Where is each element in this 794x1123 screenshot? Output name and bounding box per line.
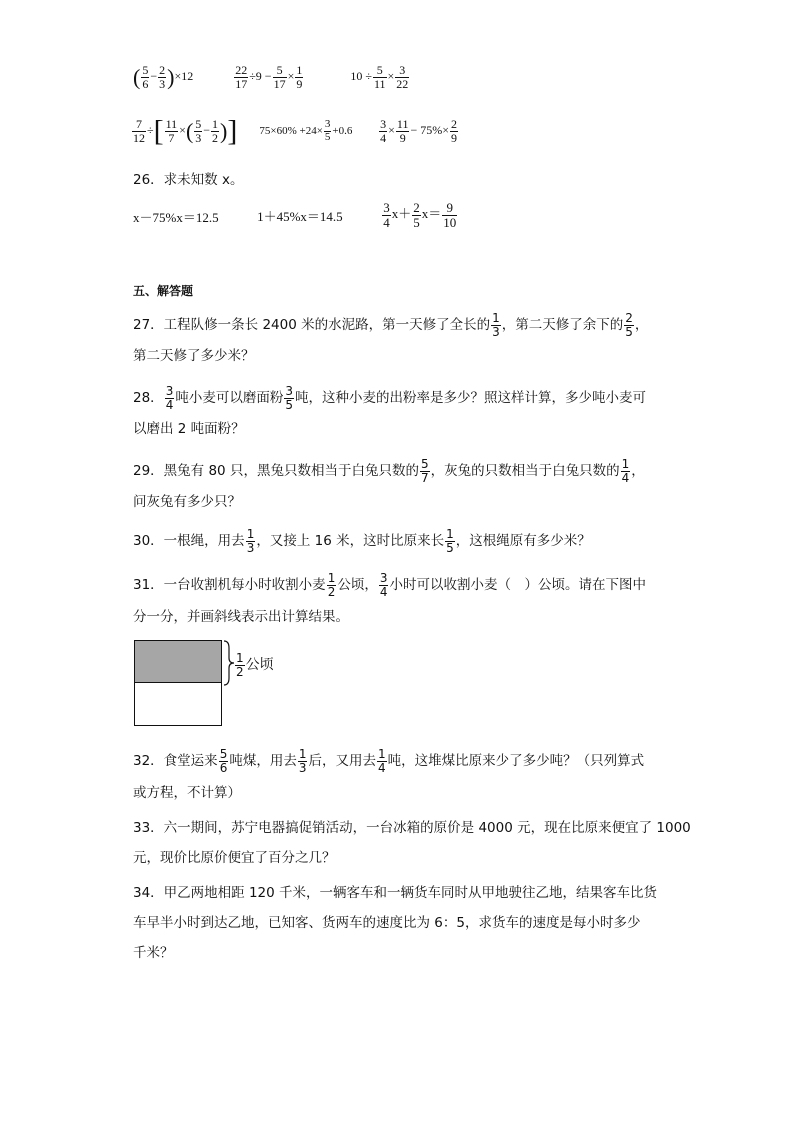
denominator: 3 — [492, 324, 500, 339]
denominator: 3 — [298, 760, 307, 775]
numerator: 1 — [296, 63, 303, 77]
denominator: 5 — [625, 324, 633, 339]
expr-1 — [131, 114, 240, 147]
fraction — [141, 64, 149, 90]
fraction — [412, 201, 421, 229]
fraction — [246, 528, 256, 554]
expr-1 — [133, 63, 196, 91]
paren-close: ) — [220, 118, 228, 143]
question-31-line-2: 分一分，并画斜线表示出计算结果。 — [133, 609, 349, 625]
question-30 — [133, 528, 591, 554]
times-sign: × — [387, 68, 395, 83]
question-26-title: 26．求未知数 x。 — [133, 172, 244, 188]
text-part: 公顷， — [337, 577, 378, 594]
denominator: 9 — [296, 76, 303, 91]
fraction — [132, 118, 146, 144]
question-28 — [133, 385, 646, 411]
denominator: 17 — [235, 76, 248, 91]
text-part: ，这根绳原有多少米？ — [455, 533, 591, 550]
bracket-close: ] — [227, 114, 238, 147]
section-heading: 五、解答题 — [133, 284, 194, 298]
fraction — [273, 64, 287, 90]
numerator: 1 — [298, 747, 307, 761]
expr-tail: ×12 — [174, 68, 194, 83]
fraction — [165, 118, 179, 144]
denominator: 12 — [133, 130, 145, 145]
question-27-line-2: 第二天修了多少米？ — [133, 348, 255, 364]
denominator: 22 — [396, 76, 409, 91]
question-33-line-2: 元，现价比原价便宜了百分之几？ — [133, 850, 336, 866]
numerator: 1 — [377, 747, 386, 761]
fraction — [211, 118, 219, 144]
fraction — [445, 528, 455, 554]
times-sign: × — [179, 122, 186, 137]
denominator: 9 — [451, 130, 457, 145]
text-part: ， — [634, 317, 649, 334]
numerator: 1 — [212, 116, 219, 131]
text-part: ，第二天修了余下的 — [501, 317, 624, 334]
denominator: 2 — [327, 584, 336, 599]
question-31 — [133, 572, 646, 598]
equation-2: 1＋45%x＝14.5 — [257, 208, 343, 224]
denominator: 9 — [399, 130, 406, 145]
denominator: 11 — [373, 76, 386, 91]
fraction — [442, 201, 457, 229]
denominator: 4 — [377, 760, 386, 775]
denominator: 4 — [165, 397, 174, 412]
fraction — [377, 748, 387, 774]
denominator: 17 — [273, 76, 286, 91]
question-27 — [133, 312, 648, 338]
fraction — [235, 652, 245, 678]
calc-row-1 — [133, 64, 410, 90]
numerator: 1 — [446, 527, 454, 541]
denominator: 4 — [380, 130, 387, 145]
text-part: 32．食堂运来 — [133, 753, 218, 770]
text-part: 小时可以收割小麦（ ）公顷。请在下图中 — [389, 577, 646, 594]
denominator: 5 — [446, 540, 454, 555]
fraction — [194, 118, 202, 144]
numerator: 2 — [413, 200, 420, 215]
denominator: 4 — [621, 470, 630, 485]
text-part: 27．工程队修一条长 2400 米的水泥路，第一天修了全长的 — [133, 317, 491, 334]
numerator: 3 — [383, 200, 390, 215]
question-29-line-2: 问灰兔有多少只？ — [133, 494, 241, 510]
numerator: 1 — [236, 651, 244, 665]
expr-mid: − 75%× — [410, 122, 449, 137]
fraction — [284, 385, 294, 411]
denominator: 3 — [159, 76, 166, 91]
expr-3 — [350, 63, 410, 91]
numerator: 3 — [380, 116, 387, 131]
text-part: 后，又用去 — [308, 753, 376, 770]
numerator: 5 — [420, 457, 429, 471]
denominator: 6 — [142, 76, 149, 91]
numerator: 3 — [379, 571, 388, 585]
numerator: 5 — [142, 63, 149, 77]
fraction — [298, 748, 308, 774]
numerator: 1 — [621, 457, 630, 471]
question-33-line-1: 33．六一期间，苏宁电器搞促销活动，一台冰箱的原价是 4000 元，现在比原来便宜了 1000 — [133, 820, 691, 836]
text-part: ，灰兔的只数相当于白兔只数的 — [430, 463, 620, 480]
text-part: ，又接上 16 米，这时比原来长 — [256, 533, 445, 550]
paren-close: ) — [167, 64, 175, 90]
numerator: 5 — [195, 116, 202, 131]
question-32-line-2: 或方程，不计算） — [133, 785, 241, 801]
denominator: 6 — [219, 760, 228, 775]
fraction — [165, 385, 175, 411]
equals-part: x＝ — [421, 206, 442, 222]
text-part: 吨小麦可以磨面粉 — [175, 390, 284, 407]
expr-2 — [233, 63, 307, 91]
expr-head: 75×60% +24× — [259, 124, 323, 137]
calc-row-2 — [131, 114, 459, 148]
divide-sign: ÷ — [147, 122, 154, 137]
fraction — [621, 458, 631, 484]
hectare-diagram — [134, 640, 222, 726]
equation-mid: x＋ — [391, 206, 412, 222]
question-34-line-1: 34．甲乙两地相距 120 千米，一辆客车和一辆货车同时从甲地驶往乙地，结果客车比货 — [133, 885, 658, 901]
diagram-label — [234, 652, 274, 678]
expr-3 — [378, 116, 459, 145]
expr-tail: +0.6 — [332, 124, 353, 137]
numerator: 2 — [159, 63, 166, 77]
fraction — [379, 572, 389, 598]
fraction — [450, 118, 458, 144]
fraction — [379, 118, 387, 144]
equation-3 — [381, 200, 458, 230]
fraction — [395, 64, 409, 90]
text-part: 30．一根绳，用去 — [133, 533, 245, 550]
text-part: ， — [631, 463, 645, 480]
fraction — [420, 458, 430, 484]
fraction — [324, 119, 332, 143]
paren-open: ( — [185, 118, 194, 143]
text-part: 吨煤，用去 — [229, 753, 297, 770]
question-34-line-2: 车早半小时到达乙地，已知客、货两车的速度比为 6：5，求货车的速度是每小时多少 — [133, 915, 641, 931]
denominator: 2 — [212, 130, 219, 145]
times-sign: × — [287, 68, 295, 83]
question-34-line-3: 千米？ — [133, 945, 174, 961]
denominator: 5 — [413, 214, 420, 230]
numerator: 11 — [165, 116, 178, 131]
shaded-half — [134, 640, 222, 683]
fraction — [396, 118, 410, 144]
numerator: 3 — [165, 384, 174, 398]
fraction — [373, 64, 387, 90]
numerator: 1 — [246, 527, 255, 541]
fraction — [491, 312, 501, 338]
fraction — [295, 64, 303, 90]
numerator: 3 — [324, 118, 331, 131]
denominator: 4 — [379, 584, 388, 599]
fraction — [382, 201, 391, 229]
paren-open: ( — [133, 64, 141, 90]
numerator: 7 — [132, 118, 146, 132]
denominator: 3 — [246, 540, 255, 555]
text-part: 31．一台收割机每小时收割小麦 — [133, 577, 326, 594]
unit-label: 公顷 — [245, 657, 274, 674]
numerator: 3 — [395, 64, 409, 78]
numerator: 1 — [492, 311, 500, 325]
denominator: 4 — [383, 214, 390, 230]
fraction — [327, 572, 337, 598]
bracket-open: [ — [153, 114, 164, 147]
numerator: 5 — [273, 64, 287, 78]
times-sign: × — [388, 122, 395, 137]
minus-sign: − — [150, 68, 158, 83]
expr-head: 10 ÷ — [350, 68, 372, 83]
expr-2 — [259, 118, 355, 143]
text-part: 吨，这种小麦的出粉率是多少？照这样计算，多少吨小麦可 — [294, 390, 646, 407]
denominator: 10 — [443, 214, 457, 230]
numerator: 2 — [451, 116, 457, 131]
expr-mid: ÷9 − — [249, 68, 272, 83]
fraction — [234, 64, 248, 90]
denominator: 7 — [168, 130, 175, 145]
equation-1: x－75%x＝12.5 — [133, 209, 219, 225]
numerator: 5 — [373, 64, 387, 78]
numerator: 2 — [625, 311, 633, 325]
question-26-equations — [133, 201, 458, 229]
denominator: 5 — [285, 397, 293, 412]
denominator: 7 — [420, 470, 429, 485]
minus-sign: − — [203, 122, 211, 137]
unshaded-half — [134, 683, 222, 726]
denominator: 3 — [195, 130, 202, 145]
numerator: 22 — [235, 63, 248, 77]
fraction — [624, 312, 634, 338]
numerator: 3 — [285, 384, 293, 398]
numerator: 1 — [327, 571, 336, 585]
fraction — [158, 64, 166, 90]
denominator: 5 — [324, 130, 331, 143]
numerator: 9 — [442, 201, 457, 216]
denominator: 2 — [236, 664, 244, 679]
question-29 — [133, 458, 645, 484]
numerator: 11 — [396, 116, 409, 131]
text-part: 29．黑兔有 80 只，黑兔只数相当于白兔只数的 — [133, 463, 419, 480]
question-28-line-2: 以磨出 2 吨面粉？ — [133, 421, 245, 437]
question-32 — [133, 748, 644, 774]
fraction — [219, 748, 229, 774]
text-part: 吨，这堆煤比原来少了多少吨？（只列算式 — [387, 753, 645, 770]
numerator: 5 — [219, 747, 228, 761]
text-part: 28． — [133, 390, 164, 407]
